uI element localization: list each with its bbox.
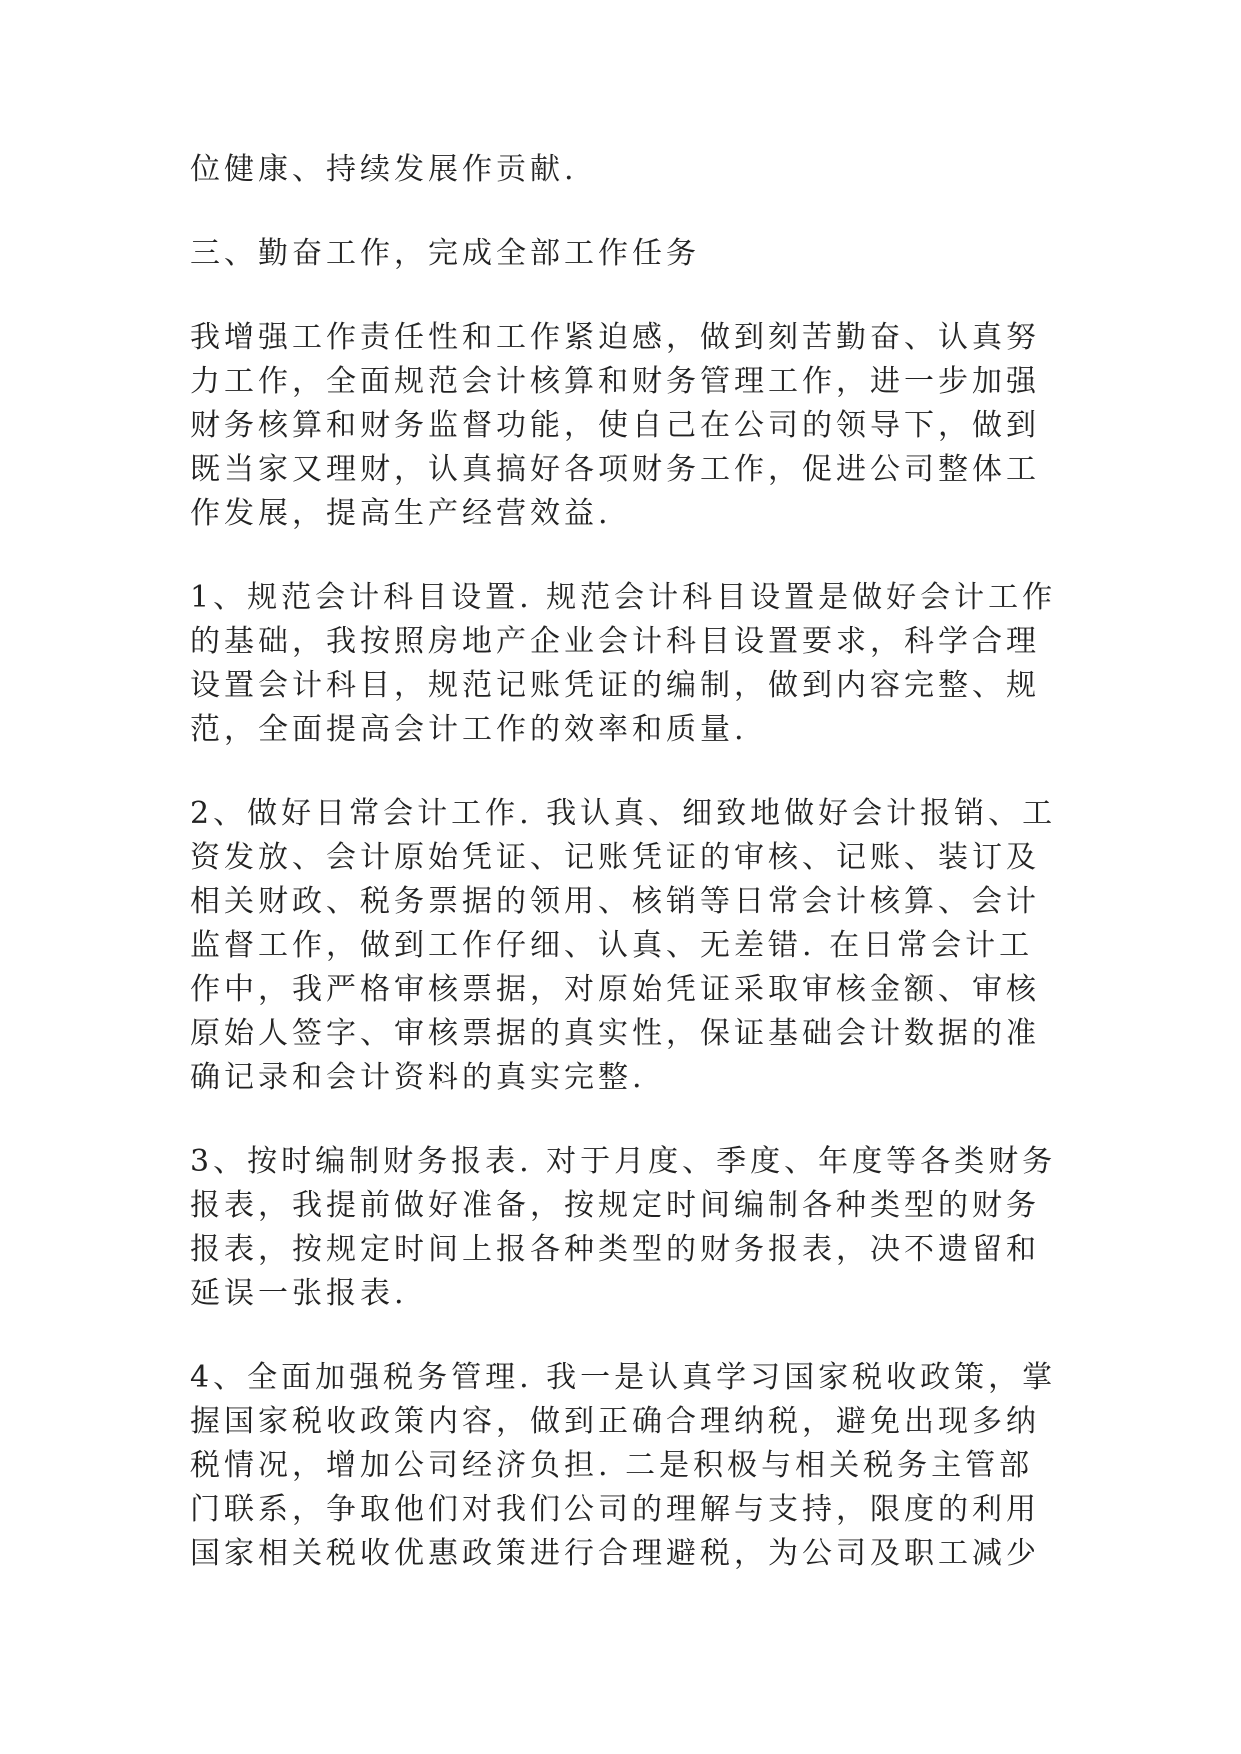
text-line: 设置会计科目，规范记账凭证的编制，做到内容完整、规 <box>190 668 1040 703</box>
text-line: 我增强工作责任性和工作紧迫感，做到刻苦勤奋、认真努 <box>190 320 1040 355</box>
text-line: 握国家税收政策内容，做到正确合理纳税，避免出现多纳 <box>190 1404 1040 1439</box>
text-line: 延误一张报表. <box>190 1276 408 1311</box>
paragraph-item-3 <box>190 1140 1057 1316</box>
document-body <box>190 148 1057 1616</box>
text-line: 税情况，增加公司经济负担. 二是积极与相关税务主管部 <box>190 1448 1034 1483</box>
text-line: 资发放、会计原始凭证、记账凭证的审核、记账、装订及 <box>190 840 1040 875</box>
text-line: 3、按时编制财务报表. 对于月度、季度、年度等各类财务 <box>190 1144 1057 1179</box>
section-heading <box>190 232 1050 276</box>
text-line: 力工作，全面规范会计核算和财务管理工作，进一步加强 <box>190 364 1040 399</box>
text-line: 报表，按规定时间上报各种类型的财务报表，决不遗留和 <box>190 1232 1040 1267</box>
paragraph-continuation <box>190 148 1050 192</box>
paragraph-item-4 <box>190 1356 1057 1576</box>
text-line: 相关财政、税务票据的领用、核销等日常会计核算、会计 <box>190 884 1040 919</box>
paragraph-intro <box>190 316 1050 536</box>
text-line: 原始人签字、审核票据的真实性，保证基础会计数据的准 <box>190 1016 1040 1051</box>
heading-line: 三、勤奋工作，完成全部工作任务 <box>190 236 700 271</box>
text-line: 报表，我提前做好准备，按规定时间编制各种类型的财务 <box>190 1188 1040 1223</box>
paragraph-item-2 <box>190 792 1057 1100</box>
text-line: 4、全面加强税务管理. 我一是认真学习国家税收政策，掌 <box>190 1360 1057 1395</box>
text-line: 监督工作，做到工作仔细、认真、无差错. 在日常会计工 <box>190 928 1034 963</box>
text-line: 既当家又理财，认真搞好各项财务工作，促进公司整体工 <box>190 452 1040 487</box>
text-line: 确记录和会计资料的真实完整. <box>190 1060 646 1095</box>
text-line: 门联系，争取他们对我们公司的理解与支持，限度的利用 <box>190 1492 1040 1527</box>
paragraph-item-1 <box>190 576 1057 752</box>
text-line: 的基础，我按照房地产企业会计科目设置要求，科学合理 <box>190 624 1040 659</box>
text-line: 1、规范会计科目设置. 规范会计科目设置是做好会计工作 <box>190 580 1057 615</box>
text-line: 2、做好日常会计工作. 我认真、细致地做好会计报销、工 <box>190 796 1057 831</box>
text-line: 位健康、持续发展作贡献. <box>190 152 578 187</box>
text-line: 作中，我严格审核票据，对原始凭证采取审核金额、审核 <box>190 972 1040 1007</box>
text-line: 财务核算和财务监督功能，使自己在公司的领导下，做到 <box>190 408 1040 443</box>
text-line: 作发展，提高生产经营效益. <box>190 496 612 531</box>
text-line: 范，全面提高会计工作的效率和质量. <box>190 712 748 747</box>
text-line: 国家相关税收优惠政策进行合理避税，为公司及职工减少 <box>190 1536 1040 1571</box>
